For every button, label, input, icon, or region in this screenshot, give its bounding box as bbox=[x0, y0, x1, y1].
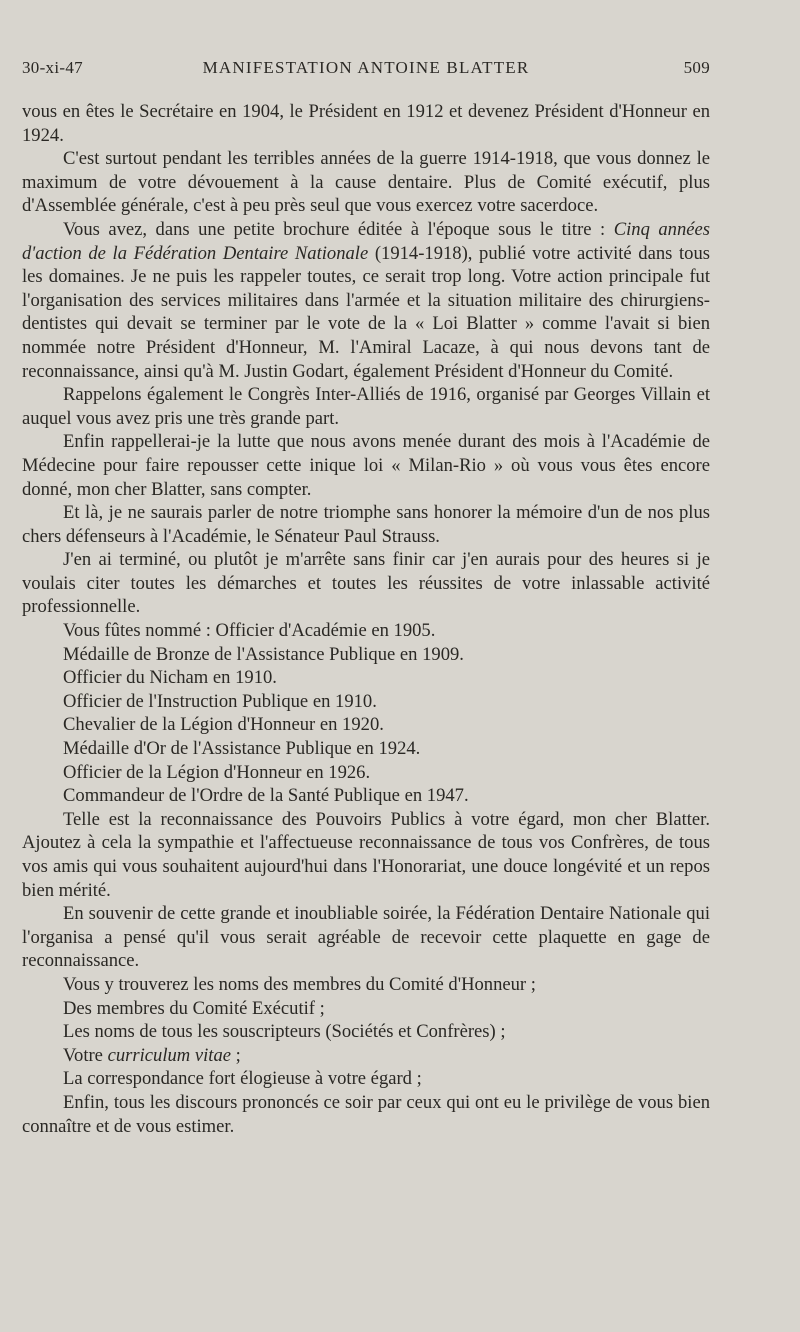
final-paragraph: Enfin, tous les discours prononcés ce soir par ceux qui ont eu le privilège de vous bien connaître et de vous estimer. bbox=[22, 1091, 710, 1137]
paragraph-3 bbox=[22, 218, 710, 383]
contents-item-start: Votre bbox=[63, 1044, 108, 1066]
brochure-title: Cinq années d'action de la Fédération Dentaire Nationale bbox=[22, 218, 710, 264]
contents-item: Les noms de tous les souscripteurs (Sociétés et Confrères) ; bbox=[63, 1021, 506, 1043]
page-body bbox=[22, 100, 710, 1138]
paragraph-8: Telle est la reconnaissance des Pouvoirs Publics à votre égard, mon cher Blatter. Ajoutez à cela la sympathie et l'affectueuse reconnaissance de tous vos Confrères, de tous vos amis qui vous souhaitent aujourd'hui dans l'Honorariat, une douce longévité et un repos bien mérité. bbox=[22, 808, 710, 901]
contents-item: Des membres du Comité Exécutif ; bbox=[63, 997, 325, 1019]
honor-item: Médaille d'Or de l'Assistance Publique en 1924. bbox=[63, 738, 421, 760]
paragraph-6: Et là, je ne saurais parler de notre triomphe sans honorer la mémoire d'un de nos plus chers défenseurs à l'Académie, le Sénateur Paul Strauss. bbox=[22, 502, 710, 547]
paragraph-2: C'est surtout pendant les terribles années de la guerre 1914-1918, que vous donnez le maximum de votre dévouement à la cause dentaire. Plus de Comité exécutif, plus d'Assemblée générale, c'est à peu près seul que vous exercez votre sacerdoce. bbox=[22, 148, 710, 217]
honor-item: Officier de l'Instruction Publique en 1910. bbox=[63, 690, 377, 712]
curriculum-vitae: curriculum vitae bbox=[107, 1044, 232, 1066]
contents-item bbox=[22, 1044, 710, 1068]
paragraph-5: Enfin rappellerai-je la lutte que nous avons menée durant des mois à l'Académie de Médecine pour faire repousser cette inique loi « Milan-Rio » où vous vous êtes encore donné, mon cher Blatter, sans compter. bbox=[22, 431, 710, 500]
paragraph-1: vous en êtes le Secrétaire en 1904, le Président en 1912 et devenez Président d'Honneur en 1924. bbox=[22, 101, 710, 146]
header-title: MANIFESTATION ANTOINE BLATTER bbox=[202, 58, 530, 77]
contents-item: La correspondance fort élogieuse à votre égard ; bbox=[63, 1068, 422, 1090]
running-header bbox=[22, 58, 710, 88]
paragraph-3-start: Vous avez, dans une petite brochure éditée à l'époque sous le titre : bbox=[63, 218, 614, 240]
honor-item: Officier de la Légion d'Honneur en 1926. bbox=[63, 761, 371, 783]
paragraph-3-rest: (1914-1918), publié votre activité dans tous les domaines. Je ne puis les rappeler toutes, ce serait trop long. Votre action principale fut l'organisation des services militaires dans l'armée et la situation militaire des chirurgiens-dentistes qui devait se terminer par le vote de la « Loi Blatter » comme l'avait si bien nommée notre Président d'Honneur, M. l'Amiral Lacaze, à qui nous devons tant de reconnaissance, ainsi qu'à M. Justin Godart, également Président d'Honneur du Comité. bbox=[22, 242, 710, 382]
paragraph-4: Rappelons également le Congrès Inter-Alliés de 1916, organisé par Georges Villain et auquel vous avez pris une très grande part. bbox=[22, 384, 710, 429]
honors-list bbox=[22, 619, 710, 808]
contents-item: Vous y trouverez les noms des membres du Comité d'Honneur ; bbox=[63, 973, 536, 995]
honor-item: Médaille de Bronze de l'Assistance Publique en 1909. bbox=[63, 643, 464, 665]
paragraph-7: J'en ai terminé, ou plutôt je m'arrête sans finir car j'en aurais pour des heures si je voulais citer toutes les démarches et toutes les réussites de votre inlassable activité professionnelle. bbox=[22, 549, 710, 618]
honor-item: Chevalier de la Légion d'Honneur en 1920. bbox=[63, 714, 384, 736]
page-number: 509 bbox=[683, 58, 710, 77]
header-date: 30-xi-47 bbox=[22, 58, 83, 77]
contents-item-end: ; bbox=[231, 1044, 241, 1066]
honor-item: Officier du Nicham en 1910. bbox=[63, 667, 277, 689]
paragraph-9: En souvenir de cette grande et inoubliable soirée, la Fédération Dentaire Nationale qui l'organisa a pensé qu'il vous serait agréable de recevoir cette plaquette en gage de reconnaissance. bbox=[22, 903, 710, 972]
contents-list bbox=[22, 973, 710, 1091]
honor-item: Commandeur de l'Ordre de la Santé Publique en 1947. bbox=[63, 785, 469, 807]
honor-item: Vous fûtes nommé : Officier d'Académie en 1905. bbox=[63, 620, 436, 642]
